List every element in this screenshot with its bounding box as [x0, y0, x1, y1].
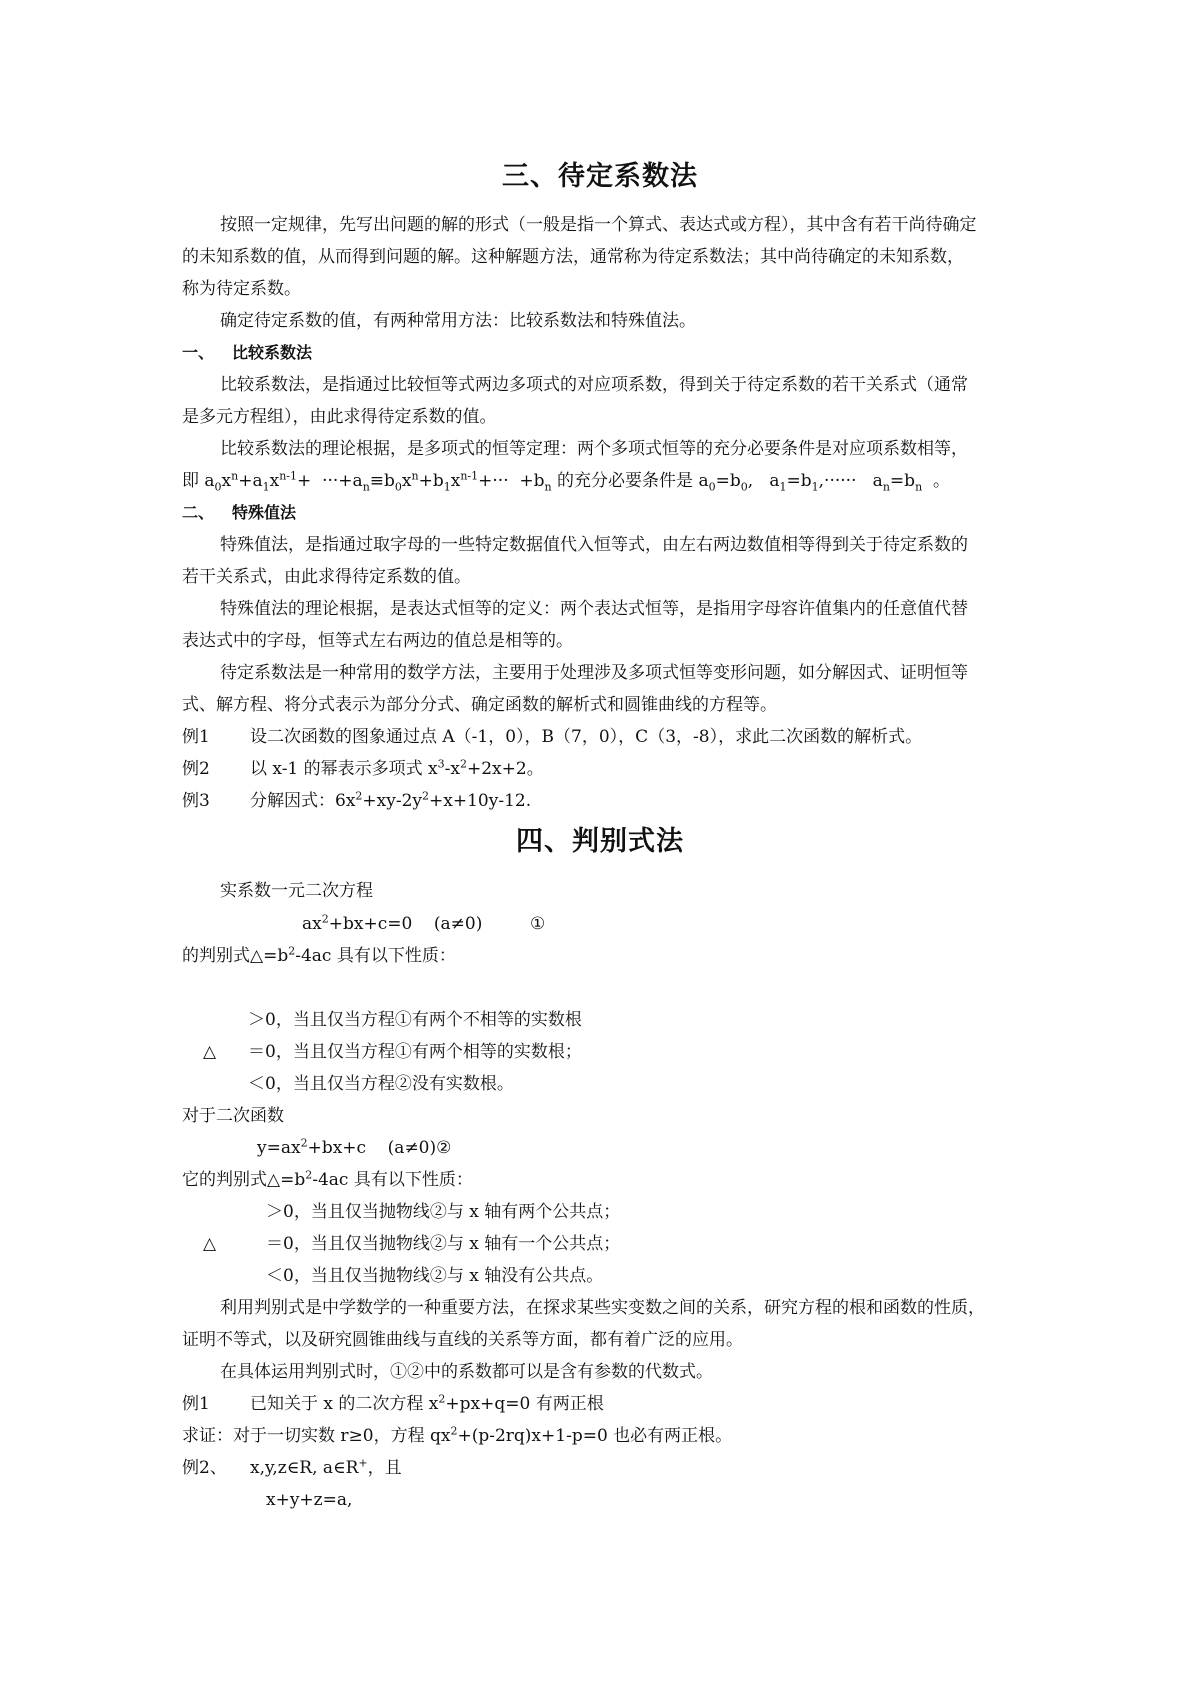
coefficient-condition: $a_0=b_0$, $a_1=b_1,\cdot\cdot\cdot\cdot\cdot\cdot a_n=b_n$ 。 — [698, 471, 950, 494]
case2-delta-symbol: △ — [203, 1234, 217, 1254]
s4-para3: 对于二次函数 — [182, 1106, 284, 1126]
s4-example-1-suffix: +px+q=0 有两正根 — [445, 1394, 604, 1414]
s4-proof-statement: 求证：对于一切实数 r≥0，方程 $qx^2+(p-2rq)x+1-p=0$ 也必有两正根。 — [182, 1424, 733, 1446]
s3-subheading-1 — [182, 342, 1032, 364]
s4-example-2-suffix: ，且 — [367, 1458, 402, 1478]
discriminant-suffix: -4ac 具有以下性质： — [295, 946, 456, 966]
s4-example-1: 例1 已知关于 x 的二次方程 $x^2+px+q=0$ 有两正根 — [182, 1392, 604, 1414]
s3-para7-line1: 待定系数法是一种常用的数学方法，主要用于处理涉及多项式恒等变形问题，如分解因式、证明恒等 — [220, 663, 968, 683]
subheading-2-text: 特殊值法 — [232, 503, 297, 522]
s3-para1-line3: 称为待定系数。 — [182, 279, 301, 299]
s3-para2: 确定待定系数的值，有两种常用方法：比较系数法和特殊值法。 — [220, 311, 696, 331]
equation-1-marker: ① — [530, 914, 546, 934]
s3-example-1 — [182, 726, 1032, 748]
discriminant-prefix: 的判别式△=b — [182, 946, 289, 966]
s4-example-2-label: 例2、 — [182, 1458, 227, 1478]
s3-para6-line1: 特殊值法的理论根据，是表达式恒等的定义：两个表达式恒等，是指用字母容许值集内的任意值代替 — [220, 599, 968, 619]
s3-para7-line2: 式、解方程、将分式表示为部分分式、确定函数的解析式和圆锥曲线的方程等。 — [182, 695, 777, 715]
s3-example-3 — [182, 790, 1032, 812]
discriminant2-prefix: 它的判别式△=b — [182, 1170, 306, 1190]
case1-negative: ＜0，当且仅当方程②没有实数根。 — [248, 1074, 514, 1094]
s4-example-1-prefix: 已知关于 x 的二次方程 x — [250, 1394, 439, 1414]
s4-example-2-equation: x+y+z=a, — [266, 1490, 353, 1510]
p4-middle: 的充分必要条件是 — [551, 471, 699, 491]
proof-suffix: +(p-2rq)x+1-p=0 也必有两正根。 — [457, 1426, 733, 1446]
example-1-label: 例1 — [182, 727, 210, 747]
s4-example-1-label: 例1 — [182, 1394, 210, 1414]
s4-example-2-prefix: x,y,z∈R, a∈R — [250, 1458, 359, 1478]
s3-para4-line2 — [182, 470, 1032, 492]
subheading-2-number: 二、 — [182, 503, 215, 522]
s3-para5-line1: 特殊值法，是指通过取字母的一些特定数据值代入恒等式，由左右两边数值相等得到关于待定系数的 — [220, 535, 968, 555]
example-2-label: 例2 — [182, 759, 210, 779]
s3-subheading-2 — [182, 502, 1032, 524]
s3-example-2 — [182, 758, 1032, 780]
p4-prefix: 即 — [182, 471, 205, 491]
discriminant2-suffix: -4ac 具有以下性质： — [312, 1170, 473, 1190]
example-3-prefix: 分解因式：6x — [250, 791, 356, 811]
identity-formula: $a_0x^n+a_1x^{n-1}+ \cdot\cdot\cdot+a_n\equiv b_0x^n+b_1x^{n-1}+\cdot\cdot\cdot +b_n$ — [204, 469, 552, 494]
example-1-text: 设二次函数的图象通过点 A（-1，0），B（7，0），C（3，-8），求此二次函数的解析式。 — [250, 727, 923, 747]
s4-para1: 实系数一元二次方程 — [220, 881, 373, 901]
section-4-title: 四、判别式法 — [516, 826, 684, 857]
s3-para1-line2: 的未知系数的值，从而得到问题的解。这种解题方法，通常称为待定系数法；其中尚待确定的未知系数， — [182, 247, 964, 267]
s4-para5-line2: 证明不等式，以及研究圆锥曲线与直线的关系等方面，都有着广泛的应用。 — [182, 1330, 743, 1350]
case1-zero: ＝0，当且仅当方程①有两个相等的实数根； — [248, 1042, 582, 1062]
s4-para5-line1: 利用判别式是中学数学的一种重要方法，在探求某些实变数之间的关系，研究方程的根和函数的性质， — [220, 1298, 985, 1318]
s3-para3-line1: 比较系数法，是指通过比较恒等式两边多项式的对应项系数，得到关于待定系数的若干关系式（通常 — [220, 375, 968, 395]
proof-prefix: 求证：对于一切实数 r≥0，方程 qx — [182, 1426, 451, 1446]
s4-para6: 在具体运用判别式时，①②中的系数都可以是含有参数的代数式。 — [220, 1362, 713, 1382]
s3-para6-line2: 表达式中的字母，恒等式左右两边的值总是相等的。 — [182, 631, 573, 651]
subheading-1-number: 一、 — [182, 343, 215, 362]
section-3-title: 三、待定系数法 — [502, 161, 698, 192]
s3-para5-line2: 若干关系式，由此求得待定系数的值。 — [182, 567, 471, 587]
s4-example-2: 例2、 x,y,z∈R, a∈R+，且 — [182, 1456, 402, 1478]
quadratic-function-2: $y=ax^2+bx+c$ (a≠0)② — [257, 1136, 452, 1158]
case1-delta-symbol: △ — [203, 1042, 217, 1062]
s4-para4: 它的判别式$\triangle=b^2-4ac$ 具有以下性质： — [182, 1168, 473, 1190]
s3-para4-line1: 比较系数法的理论根据，是多项式的恒等定理：两个多项式恒等的充分必要条件是对应项系数相等， — [220, 439, 968, 459]
example-3-label: 例3 — [182, 791, 210, 811]
subheading-1-text: 比较系数法 — [232, 343, 313, 362]
s3-para3-line2: 是多元方程组），由此求得待定系数的值。 — [182, 407, 497, 427]
quadratic-equation-1: $ax^2+bx+c=0$ (a≠0) — [302, 912, 483, 934]
example-2-polynomial: $^3-x^2+2x+2$。 — [437, 757, 544, 779]
example-2-prefix: 以 x-1 的幂表示多项式 x — [250, 759, 438, 779]
case2-zero: ＝0，当且仅当抛物线②与 x 轴有一个公共点； — [266, 1234, 621, 1254]
example-3-expression: $^2+xy-2y^2+x+10y-12$. — [355, 789, 532, 811]
case2-positive: ＞0，当且仅当抛物线②与 x 轴有两个公共点； — [266, 1202, 621, 1222]
s3-para1-line1: 按照一定规律，先写出问题的解的形式（一般是指一个算式、表达式或方程），其中含有若干尚待确定 — [220, 215, 977, 235]
s4-para2: 的判别式$\triangle=b^2-4ac$ 具有以下性质： — [182, 944, 456, 966]
case2-negative: ＜0，当且仅当抛物线②与 x 轴没有公共点。 — [266, 1266, 604, 1286]
case1-positive: ＞0，当且仅当方程①有两个不相等的实数根 — [248, 1010, 582, 1030]
